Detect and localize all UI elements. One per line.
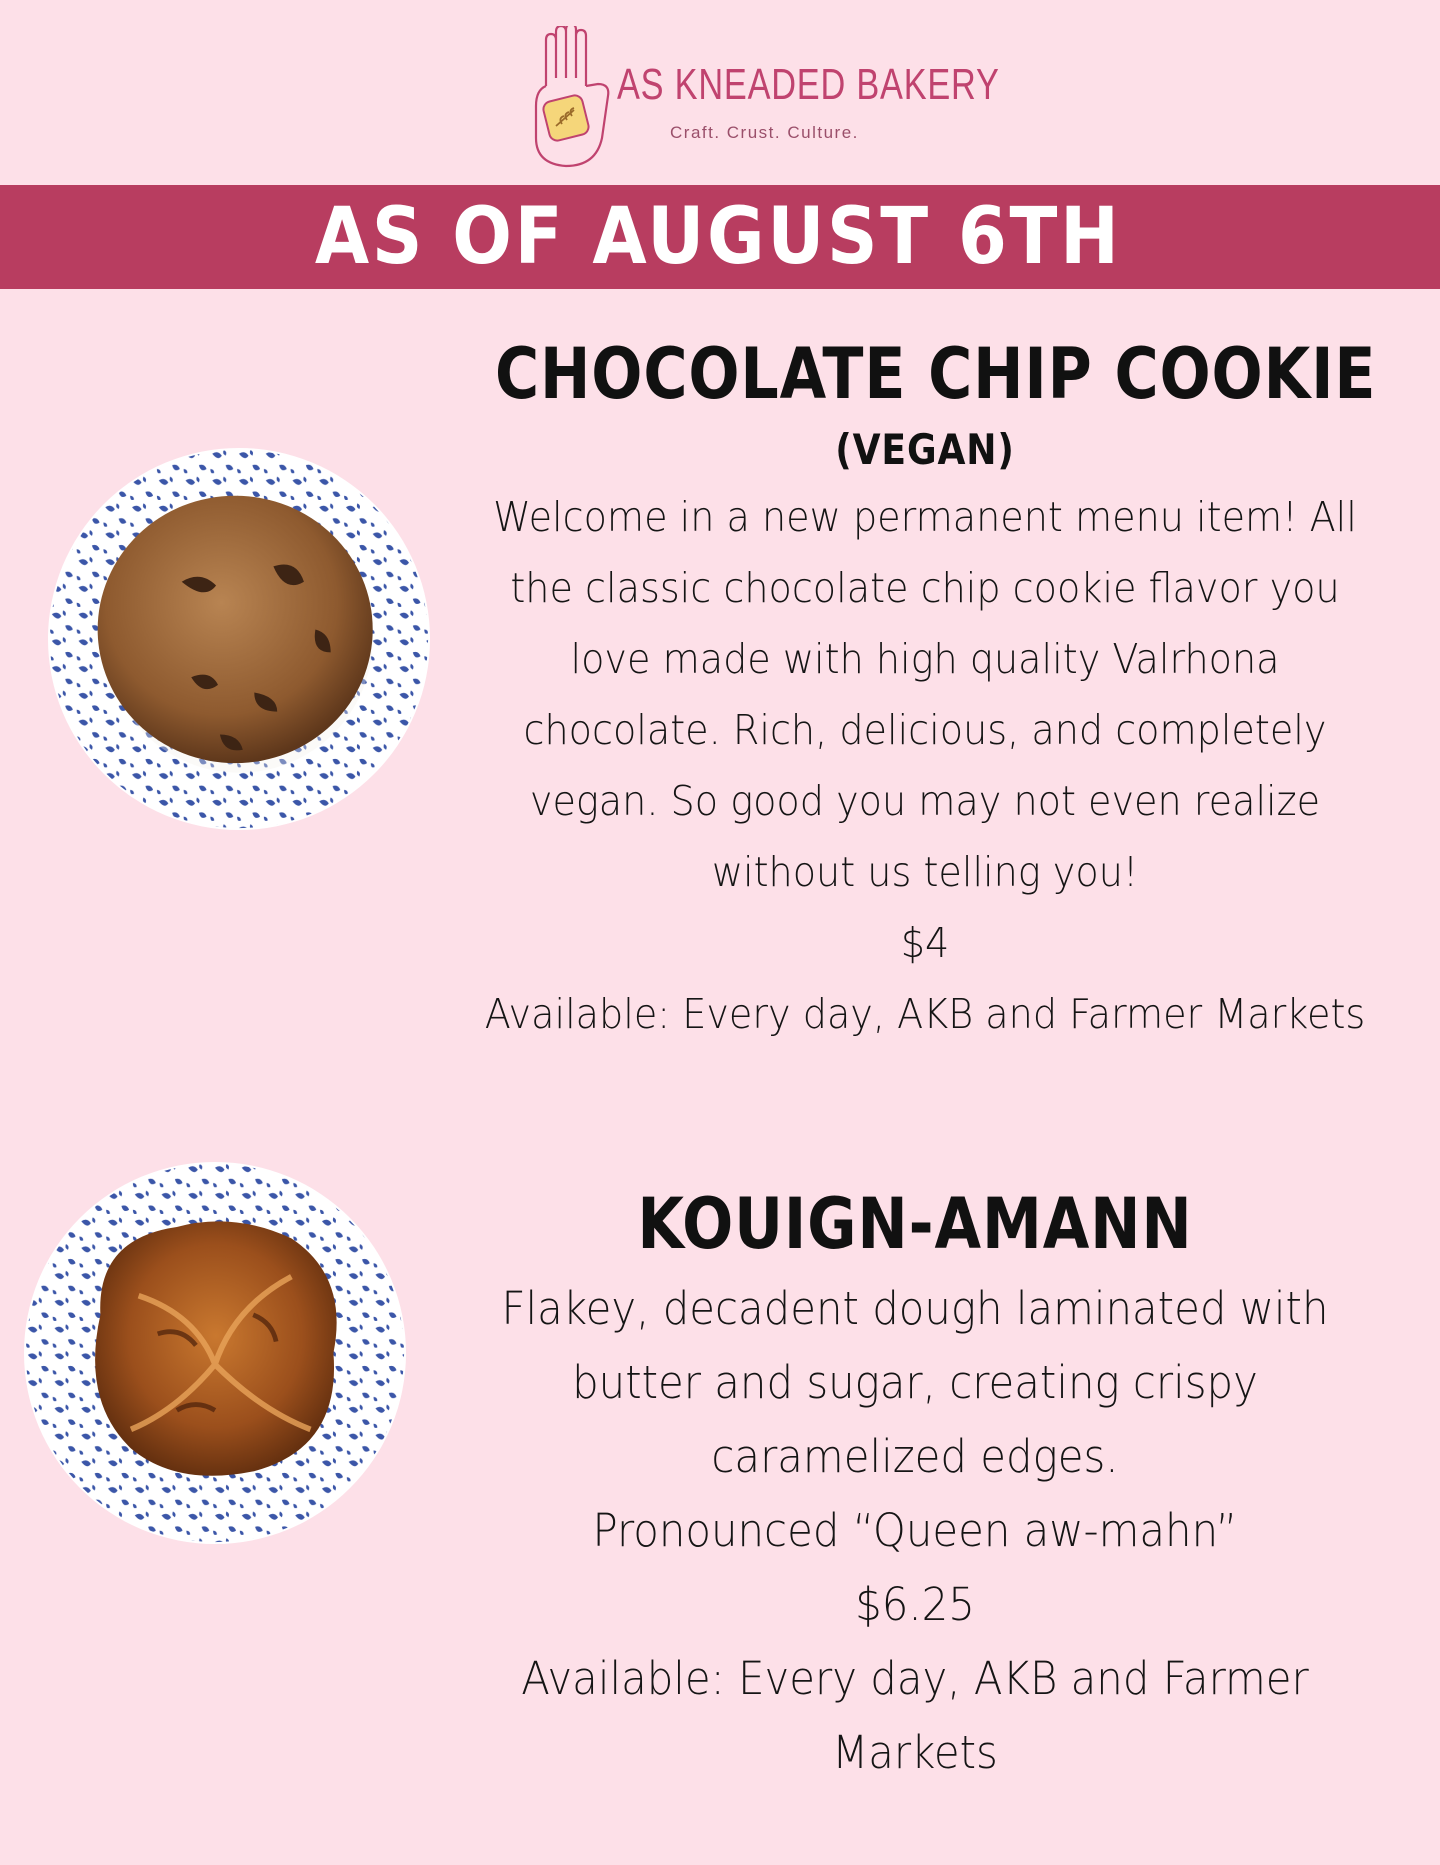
item-subtitle: (VEGAN): [835, 425, 1015, 474]
item-description-line: butter and sugar, creating crispy: [572, 1356, 1258, 1409]
item-description-line: Flakey, decadent dough laminated with: [501, 1282, 1329, 1335]
item-availability: Available: Every day, AKB and Farmer: [521, 1652, 1309, 1705]
date-banner: [0, 185, 1440, 289]
menu-item-chocolate-chip-cookie: [425, 332, 1425, 1050]
item-availability: Markets: [832, 1726, 998, 1779]
item-description-line: without us telling you!: [711, 848, 1139, 896]
item-description-line: chocolate. Rich, delicious, and completely: [523, 706, 1327, 754]
menu-item-kouign-amann: [425, 1182, 1405, 1790]
item-availability: Available: Every day, AKB and Farmer Markets: [484, 990, 1366, 1038]
pastry-on-plate-icon: [24, 1162, 406, 1544]
banner-text: AS OF AUGUST 6TH: [314, 192, 1122, 282]
header: [0, 0, 1440, 185]
item-title: KOUIGN-AMANN: [637, 1183, 1193, 1265]
item-description-line: love made with high quality Valrhona: [570, 635, 1280, 683]
item-price: $6.25: [855, 1578, 975, 1631]
cookie-on-plate-icon: [48, 448, 430, 830]
brand-tagline: Craft. Crust. Culture.: [670, 123, 859, 142]
brand-name: AS KNEADED BAKERY: [617, 60, 1000, 109]
item-description-line: the classic chocolate chip cookie flavor you: [510, 564, 1340, 612]
item-description-line: Pronounced “Queen aw-mahn”: [592, 1504, 1238, 1557]
hand-with-bread-icon: [532, 26, 612, 168]
item-price: $4: [900, 919, 950, 967]
item-description-line: vegan. So good you may not even realize: [529, 777, 1321, 825]
item-description-line: caramelized edges.: [711, 1430, 1119, 1483]
item-description-line: Welcome in a new permanent menu item! All: [493, 493, 1357, 541]
item-title: CHOCOLATE CHIP COOKIE: [495, 333, 1377, 415]
